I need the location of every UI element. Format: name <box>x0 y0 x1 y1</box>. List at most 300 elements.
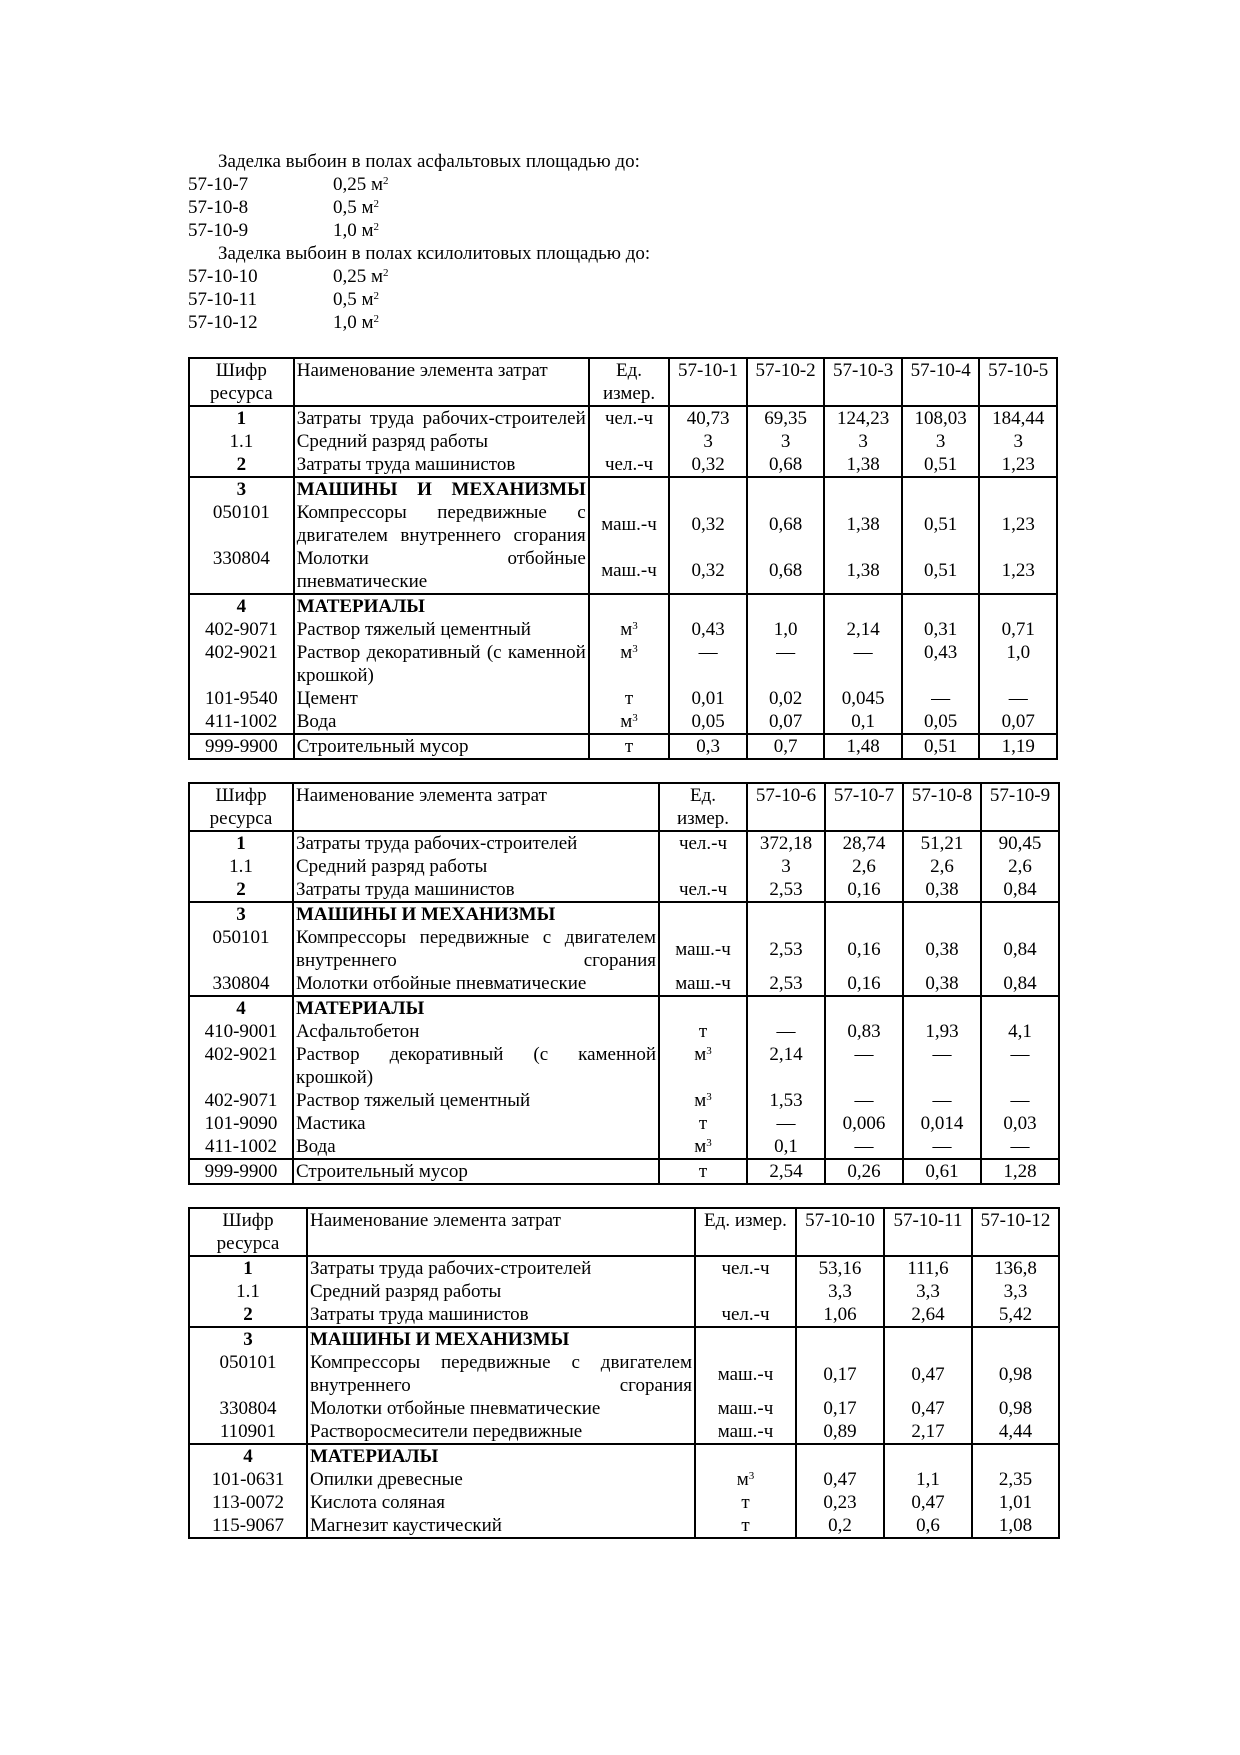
intro-heading-asphalt: Заделка выбоин в полах асфальтовых площадью до: <box>218 151 640 172</box>
resource-table-2 <box>188 782 1060 1185</box>
table-row <box>189 996 1059 1020</box>
row-value: — <box>981 1089 1059 1112</box>
header-column-code: 57-10-5 <box>979 358 1057 406</box>
row-value: 0,32 <box>669 453 747 477</box>
row-unit <box>695 1256 796 1280</box>
row-value: 2,17 <box>884 1420 972 1444</box>
row-name: Затраты труда рабочих-строителей <box>294 406 589 430</box>
row-name: Растворосмесители передвижные <box>307 1420 695 1444</box>
intro-item-code: 57-10-7 <box>188 174 249 195</box>
intro-item-value: 1,0 $м^2$ <box>333 312 380 333</box>
row-value: 3 <box>747 430 825 453</box>
row-value: 0,014 <box>903 1112 981 1135</box>
row-code: 411-1002 <box>189 710 294 734</box>
row-name: Затраты труда машинистов <box>294 453 589 477</box>
unit-text: м <box>694 1136 707 1157</box>
row-value <box>825 996 903 1020</box>
unit-text: маш.-ч <box>601 513 657 535</box>
unit-superscript: 3 <box>632 620 638 632</box>
row-code: 1.1 <box>189 1280 307 1303</box>
row-value <box>669 594 747 618</box>
row-value: 0,51 <box>902 453 980 477</box>
row-value: 3 <box>979 430 1057 453</box>
row-unit <box>659 926 747 972</box>
row-value: — <box>825 1135 903 1159</box>
row-value: 69,35 <box>747 406 825 430</box>
row-code: 050101 <box>189 501 294 547</box>
row-unit <box>695 1280 796 1303</box>
row-code: 402-9021 <box>189 1043 293 1089</box>
row-code: 101-9540 <box>189 687 294 710</box>
table-row <box>189 477 1057 501</box>
row-unit <box>695 1444 796 1468</box>
unit-text: маш.-ч <box>717 1398 774 1419</box>
row-value: 0,68 <box>747 501 825 547</box>
row-value: 0,98 <box>972 1351 1059 1397</box>
row-value: 1,28 <box>981 1159 1059 1184</box>
row-unit <box>695 1351 796 1397</box>
row-value: 2,14 <box>747 1043 825 1089</box>
row-value <box>747 902 825 926</box>
row-value: 0,89 <box>796 1420 884 1444</box>
row-value: 0,17 <box>796 1397 884 1420</box>
row-value <box>747 594 825 618</box>
row-value: 0,51 <box>902 547 980 594</box>
row-value <box>972 1444 1059 1468</box>
row-value: 0,07 <box>979 710 1057 734</box>
row-unit <box>589 594 670 618</box>
unit-text: маш.-ч <box>717 1421 774 1442</box>
row-name: Опилки древесные <box>307 1468 695 1491</box>
row-value: 0,02 <box>747 687 825 710</box>
table-row <box>189 1491 1059 1514</box>
row-value: 1,0 <box>979 641 1057 687</box>
resource-table-3 <box>188 1207 1060 1539</box>
row-value: 0,68 <box>747 453 825 477</box>
row-name: Вода <box>294 710 589 734</box>
header-column-code: 57-10-10 <box>796 1208 884 1256</box>
row-code: 3 <box>189 902 293 926</box>
row-unit <box>695 1491 796 1514</box>
row-value: 2,35 <box>972 1468 1059 1491</box>
unit-text: т <box>624 688 634 709</box>
row-value <box>979 594 1057 618</box>
table-row <box>189 902 1059 926</box>
row-value: 0,47 <box>884 1351 972 1397</box>
row-value: 1,1 <box>884 1468 972 1491</box>
unit-text: чел.-ч <box>678 879 728 900</box>
row-code: 410-9001 <box>189 1020 293 1043</box>
row-code: 115-9067 <box>189 1514 307 1538</box>
row-value: 1,23 <box>979 547 1057 594</box>
row-unit <box>659 1089 747 1112</box>
row-value: — <box>903 1043 981 1089</box>
row-value: 1,23 <box>979 453 1057 477</box>
row-value: 1,08 <box>972 1514 1059 1538</box>
row-unit <box>589 430 670 453</box>
intro-item-code: 57-10-8 <box>188 197 249 218</box>
row-value: 108,03 <box>902 406 980 430</box>
row-unit <box>589 710 670 734</box>
row-value: — <box>903 1135 981 1159</box>
row-name: МАТЕРИАЛЫ <box>294 594 589 618</box>
row-name: Затраты труда машинистов <box>307 1303 695 1327</box>
row-value: 1,19 <box>979 734 1057 759</box>
row-name: МАШИНЫ И МЕХАНИЗМЫ <box>294 477 589 501</box>
row-value: 0,05 <box>902 710 980 734</box>
row-value: 2,53 <box>747 878 825 902</box>
header-code: Шифр ресурса <box>189 1208 307 1256</box>
row-code: 1.1 <box>189 855 293 878</box>
row-unit <box>659 1135 747 1159</box>
row-value: 0,045 <box>824 687 902 710</box>
row-value <box>824 477 902 501</box>
row-value: 0,38 <box>903 926 981 972</box>
table-row <box>189 831 1059 855</box>
row-value: — <box>669 641 747 687</box>
header-name: Наименование элемента затрат <box>293 783 659 831</box>
row-value: 0,47 <box>884 1397 972 1420</box>
row-name: Компрессоры передвижные с двигателем внутреннего сгорания <box>307 1351 695 1397</box>
row-code: 050101 <box>189 926 293 972</box>
row-code: 330804 <box>189 547 294 594</box>
row-value <box>972 1327 1059 1351</box>
row-value: 28,74 <box>825 831 903 855</box>
row-code: 3 <box>189 477 294 501</box>
row-value: 0,43 <box>902 641 980 687</box>
row-value: 0,84 <box>981 878 1059 902</box>
row-unit <box>659 855 747 878</box>
table-row <box>189 618 1057 641</box>
table-row <box>189 453 1057 477</box>
row-value: 111,6 <box>884 1256 972 1280</box>
row-value: 5,42 <box>972 1303 1059 1327</box>
header-unit: Ед. измер. <box>695 1208 796 1256</box>
table-row <box>189 501 1057 547</box>
row-value <box>884 1327 972 1351</box>
row-value: 0,32 <box>669 501 747 547</box>
header-column-code: 57-10-12 <box>972 1208 1059 1256</box>
row-unit <box>589 453 670 477</box>
row-value: 0,7 <box>747 734 825 759</box>
table-row <box>189 1468 1059 1491</box>
row-name: Компрессоры передвижные с двигателем внутреннего сгорания <box>293 926 659 972</box>
row-value: 0,16 <box>825 878 903 902</box>
document-page <box>188 150 1058 1539</box>
table-row <box>189 547 1057 594</box>
table-header-row <box>189 358 1057 406</box>
unit-superscript: 3 <box>706 1137 712 1149</box>
row-name: Молотки отбойные пневматические <box>307 1397 695 1420</box>
row-unit <box>695 1303 796 1327</box>
row-value <box>825 902 903 926</box>
row-code: 999-9900 <box>189 734 294 759</box>
unit-text: чел.-ч <box>604 408 654 429</box>
row-value: 0,38 <box>903 972 981 996</box>
header-name: Наименование элемента затрат <box>294 358 589 406</box>
row-value: 184,44 <box>979 406 1057 430</box>
row-code: 3 <box>189 1327 307 1351</box>
row-value: 53,16 <box>796 1256 884 1280</box>
row-value: 0,2 <box>796 1514 884 1538</box>
table-row <box>189 878 1059 902</box>
row-value: 2,6 <box>981 855 1059 878</box>
row-value: — <box>825 1043 903 1089</box>
row-value: 2,6 <box>903 855 981 878</box>
row-value: — <box>747 641 825 687</box>
row-value: 2,14 <box>824 618 902 641</box>
row-value <box>981 996 1059 1020</box>
row-code: 110901 <box>189 1420 307 1444</box>
table-row <box>189 1420 1059 1444</box>
row-name: Асфальтобетон <box>293 1020 659 1043</box>
unit-text: м <box>620 711 633 732</box>
row-value <box>747 996 825 1020</box>
intro-item-value: 0,25 $м^2$ <box>333 266 389 287</box>
row-value: 0,84 <box>981 926 1059 972</box>
header-column-code: 57-10-7 <box>825 783 903 831</box>
table-row <box>189 1043 1059 1089</box>
unit-superscript: 3 <box>706 1091 712 1103</box>
table-row <box>189 734 1057 759</box>
row-value: — <box>747 1112 825 1135</box>
row-code: 402-9071 <box>189 1089 293 1112</box>
row-value: 3 <box>669 430 747 453</box>
header-column-code: 57-10-9 <box>981 783 1059 831</box>
table-row <box>189 1351 1059 1397</box>
intro-item-code: 57-10-10 <box>188 266 258 287</box>
row-value: 0,32 <box>669 547 747 594</box>
row-name: МАТЕРИАЛЫ <box>307 1444 695 1468</box>
row-value: 0,51 <box>902 734 980 759</box>
table-row <box>189 1327 1059 1351</box>
row-value: 1,93 <box>903 1020 981 1043</box>
row-code: 101-9090 <box>189 1112 293 1135</box>
row-value: 0,006 <box>825 1112 903 1135</box>
row-value: 40,73 <box>669 406 747 430</box>
intro-item <box>188 311 1058 334</box>
unit-text: чел.-ч <box>721 1258 770 1279</box>
row-value <box>824 594 902 618</box>
unit-text: м <box>694 1090 707 1111</box>
row-value: 0,26 <box>825 1159 903 1184</box>
row-value: 0,03 <box>981 1112 1059 1135</box>
row-value: 0,6 <box>884 1514 972 1538</box>
row-value: 0,16 <box>825 972 903 996</box>
table-row <box>189 1280 1059 1303</box>
row-value: 0,71 <box>979 618 1057 641</box>
row-value: 1,53 <box>747 1089 825 1112</box>
row-value <box>884 1444 972 1468</box>
row-name: Раствор тяжелый цементный <box>293 1089 659 1112</box>
intro-section <box>188 150 1058 334</box>
row-unit <box>659 972 747 996</box>
header-column-code: 57-10-6 <box>747 783 825 831</box>
row-value: 2,64 <box>884 1303 972 1327</box>
row-value <box>796 1327 884 1351</box>
row-value: 0,16 <box>825 926 903 972</box>
table-row <box>189 641 1057 687</box>
row-value: 90,45 <box>981 831 1059 855</box>
row-code: 1.1 <box>189 430 294 453</box>
row-value: 0,3 <box>669 734 747 759</box>
row-value: 0,17 <box>796 1351 884 1397</box>
unit-superscript: 3 <box>632 712 638 724</box>
row-value: 1,01 <box>972 1491 1059 1514</box>
row-name: Молотки отбойные пневматические <box>293 972 659 996</box>
unit-text: т <box>698 1113 708 1134</box>
row-name: Строительный мусор <box>293 1159 659 1184</box>
row-code: 050101 <box>189 1351 307 1397</box>
unit-superscript: 3 <box>706 1045 712 1057</box>
row-value: 2,53 <box>747 972 825 996</box>
row-value <box>903 902 981 926</box>
row-name: МАШИНЫ И МЕХАНИЗМЫ <box>293 902 659 926</box>
row-code: 2 <box>189 453 294 477</box>
row-code: 999-9900 <box>189 1159 293 1184</box>
row-value: 3 <box>902 430 980 453</box>
row-value: 3,3 <box>972 1280 1059 1303</box>
row-value: 0,84 <box>981 972 1059 996</box>
table-row <box>189 855 1059 878</box>
unit-text: чел.-ч <box>678 833 728 854</box>
row-value: 2,6 <box>825 855 903 878</box>
row-unit <box>659 878 747 902</box>
header-column-code: 57-10-8 <box>903 783 981 831</box>
intro-heading-xylolite: Заделка выбоин в полах ксилолитовых площадью до: <box>218 243 651 264</box>
unit-text: маш.-ч <box>601 559 657 581</box>
table-row <box>189 1514 1059 1538</box>
row-value: 1,0 <box>747 618 825 641</box>
row-name: Средний разряд работы <box>294 430 589 453</box>
unit-text: м <box>736 1469 749 1490</box>
table-row <box>189 1159 1059 1184</box>
row-value: — <box>981 1135 1059 1159</box>
table-row <box>189 972 1059 996</box>
row-value: 1,38 <box>824 501 902 547</box>
row-unit <box>589 501 670 547</box>
row-unit <box>659 1043 747 1089</box>
header-column-code: 57-10-1 <box>669 358 747 406</box>
row-value: 1,38 <box>824 547 902 594</box>
intro-item-value: 0,5 $м^2$ <box>333 289 380 310</box>
unit-superscript: 3 <box>748 1470 755 1482</box>
row-value <box>747 477 825 501</box>
row-unit <box>659 1020 747 1043</box>
table-row <box>189 1397 1059 1420</box>
unit-text: т <box>698 1021 708 1042</box>
row-code: 1 <box>189 831 293 855</box>
row-unit <box>659 902 747 926</box>
row-name: Средний разряд работы <box>293 855 659 878</box>
intro-item-value: 0,25 $м^2$ <box>333 174 389 195</box>
header-unit: Ед. измер. <box>659 783 747 831</box>
intro-item <box>188 265 1058 288</box>
row-value: 4,1 <box>981 1020 1059 1043</box>
row-value: — <box>979 687 1057 710</box>
row-code: 113-0072 <box>189 1491 307 1514</box>
header-code: Шифр ресурса <box>189 358 294 406</box>
header-name: Наименование элемента затрат <box>307 1208 695 1256</box>
row-value: 124,23 <box>824 406 902 430</box>
row-unit <box>589 687 670 710</box>
row-value: 1,23 <box>979 501 1057 547</box>
row-code: 4 <box>189 1444 307 1468</box>
intro-item-value: 0,5 $м^2$ <box>333 197 380 218</box>
row-value: 4,44 <box>972 1420 1059 1444</box>
row-value: 0,47 <box>884 1491 972 1514</box>
table-row <box>189 1135 1059 1159</box>
row-value: 1,48 <box>824 734 902 759</box>
row-value: 1,06 <box>796 1303 884 1327</box>
row-code: 1 <box>189 1256 307 1280</box>
row-value: 2,53 <box>747 926 825 972</box>
row-unit <box>589 641 670 687</box>
intro-item <box>188 288 1058 311</box>
row-value: 3,3 <box>884 1280 972 1303</box>
row-name: МАШИНЫ И МЕХАНИЗМЫ <box>307 1327 695 1351</box>
row-value <box>903 996 981 1020</box>
row-value: 0,47 <box>796 1468 884 1491</box>
row-name: Вода <box>293 1135 659 1159</box>
row-code: 402-9021 <box>189 641 294 687</box>
row-name: Компрессоры передвижные с двигателем внутреннего сгорания <box>294 501 589 547</box>
row-code: 330804 <box>189 1397 307 1420</box>
row-value: — <box>981 1043 1059 1089</box>
row-unit <box>659 1159 747 1184</box>
row-value: 0,98 <box>972 1397 1059 1420</box>
table-row <box>189 430 1057 453</box>
unit-text: т <box>624 736 634 757</box>
table-row <box>189 1112 1059 1135</box>
row-name: Затраты труда рабочих-строителей <box>293 831 659 855</box>
row-value: — <box>825 1089 903 1112</box>
unit-text: чел.-ч <box>721 1304 770 1325</box>
row-value: 0,23 <box>796 1491 884 1514</box>
row-value: 0,07 <box>747 710 825 734</box>
row-name: Мастика <box>293 1112 659 1135</box>
table-row <box>189 1089 1059 1112</box>
row-name: Кислота соляная <box>307 1491 695 1514</box>
row-code: 402-9071 <box>189 618 294 641</box>
row-value: 372,18 <box>747 831 825 855</box>
table-row <box>189 710 1057 734</box>
row-value: 0,51 <box>902 501 980 547</box>
row-code: 2 <box>189 878 293 902</box>
unit-text: маш.-ч <box>675 938 731 960</box>
row-value: 0,31 <box>902 618 980 641</box>
table-row <box>189 1256 1059 1280</box>
row-value: 0,43 <box>669 618 747 641</box>
intro-item <box>188 219 1058 242</box>
intro-item <box>188 196 1058 219</box>
row-value: 0,1 <box>824 710 902 734</box>
unit-text: м <box>620 642 633 663</box>
row-name: Затраты труда машинистов <box>293 878 659 902</box>
row-value: 0,61 <box>903 1159 981 1184</box>
header-column-code: 57-10-4 <box>902 358 980 406</box>
row-value: 0,1 <box>747 1135 825 1159</box>
row-name: Раствор декоративный (с каменной крошкой) <box>293 1043 659 1089</box>
row-value <box>796 1444 884 1468</box>
unit-superscript: 3 <box>632 643 638 655</box>
unit-text: маш.-ч <box>675 973 731 994</box>
row-name: Затраты труда рабочих-строителей <box>307 1256 695 1280</box>
row-code: 4 <box>189 594 294 618</box>
row-value: — <box>747 1020 825 1043</box>
row-code: 101-0631 <box>189 1468 307 1491</box>
row-value: — <box>903 1089 981 1112</box>
